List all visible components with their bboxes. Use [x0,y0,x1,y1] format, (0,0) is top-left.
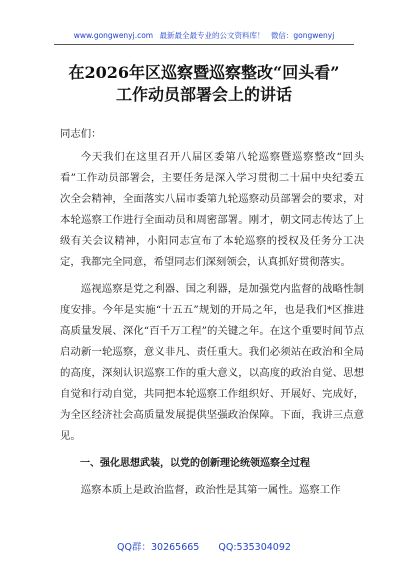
page-footer [0,539,408,553]
section-heading-1: 一、强化思想武装，以党的创新理论统领巡察全过程 [80,458,310,469]
title-line-1: 在2026年区巡察暨巡察整改“回头看” [68,63,340,82]
header-divider [54,44,354,45]
paragraph-significance: 巡视巡察是党之利器、国之利器，是加强党内监督的战略性制度安排。今年是实施“十五五”规划的开局之年，也是我们*区推进高质量发展、深化“百千万工程”的关键之年。在这个重要时间节点启动新一轮巡察，意义非凡、责任重大。我们必须站在政治和全局的高度，深刻认识巡察工作的重大意义，以高度的政治自觉、思想自觉和行动自觉，共同把本轮巡察工作组织好、开展好、完成好，为全区经济社会高质量发展提供坚强政治保障。下面，我讲三点意见。 [60,283,364,442]
header-slogan: 最新最全最专业的公文资料库！ [159,31,265,40]
header-wechat: 微信：gongwenyj [270,31,335,40]
paragraph-section-1: 巡察本质上是政治监督，政治性是其第一属性。巡察工作 [80,484,341,496]
document-body [60,124,364,501]
page-header [0,30,408,41]
greeting: 同志们： [60,128,102,140]
document-title [20,62,388,106]
qq-contact: QQ:535304092 [218,542,291,553]
title-line-2: 工作动员部署会上的讲话 [115,85,292,104]
site-url[interactable]: www.gongwenyj.com [73,31,154,40]
paragraph-intro: 今天我们在这里召开八届区委第八轮巡察暨巡察整改“回头看”工作动员部署会，主要任务是深入学习贯彻二十届中央纪委五次全会精神，全面落实八届市委第九轮巡察动员部署会的要求，对本轮巡察工作进行全面动员和周密部署。刚才，朝文同志传达了上级有关会议精神，小阳同志宣布了本轮巡察的授权及任务分工决定，我都完全同意，希望同志们深刻领会，认真抓好贯彻落实。 [60,151,364,268]
qq-group: QQ群：30265665 [117,542,200,553]
